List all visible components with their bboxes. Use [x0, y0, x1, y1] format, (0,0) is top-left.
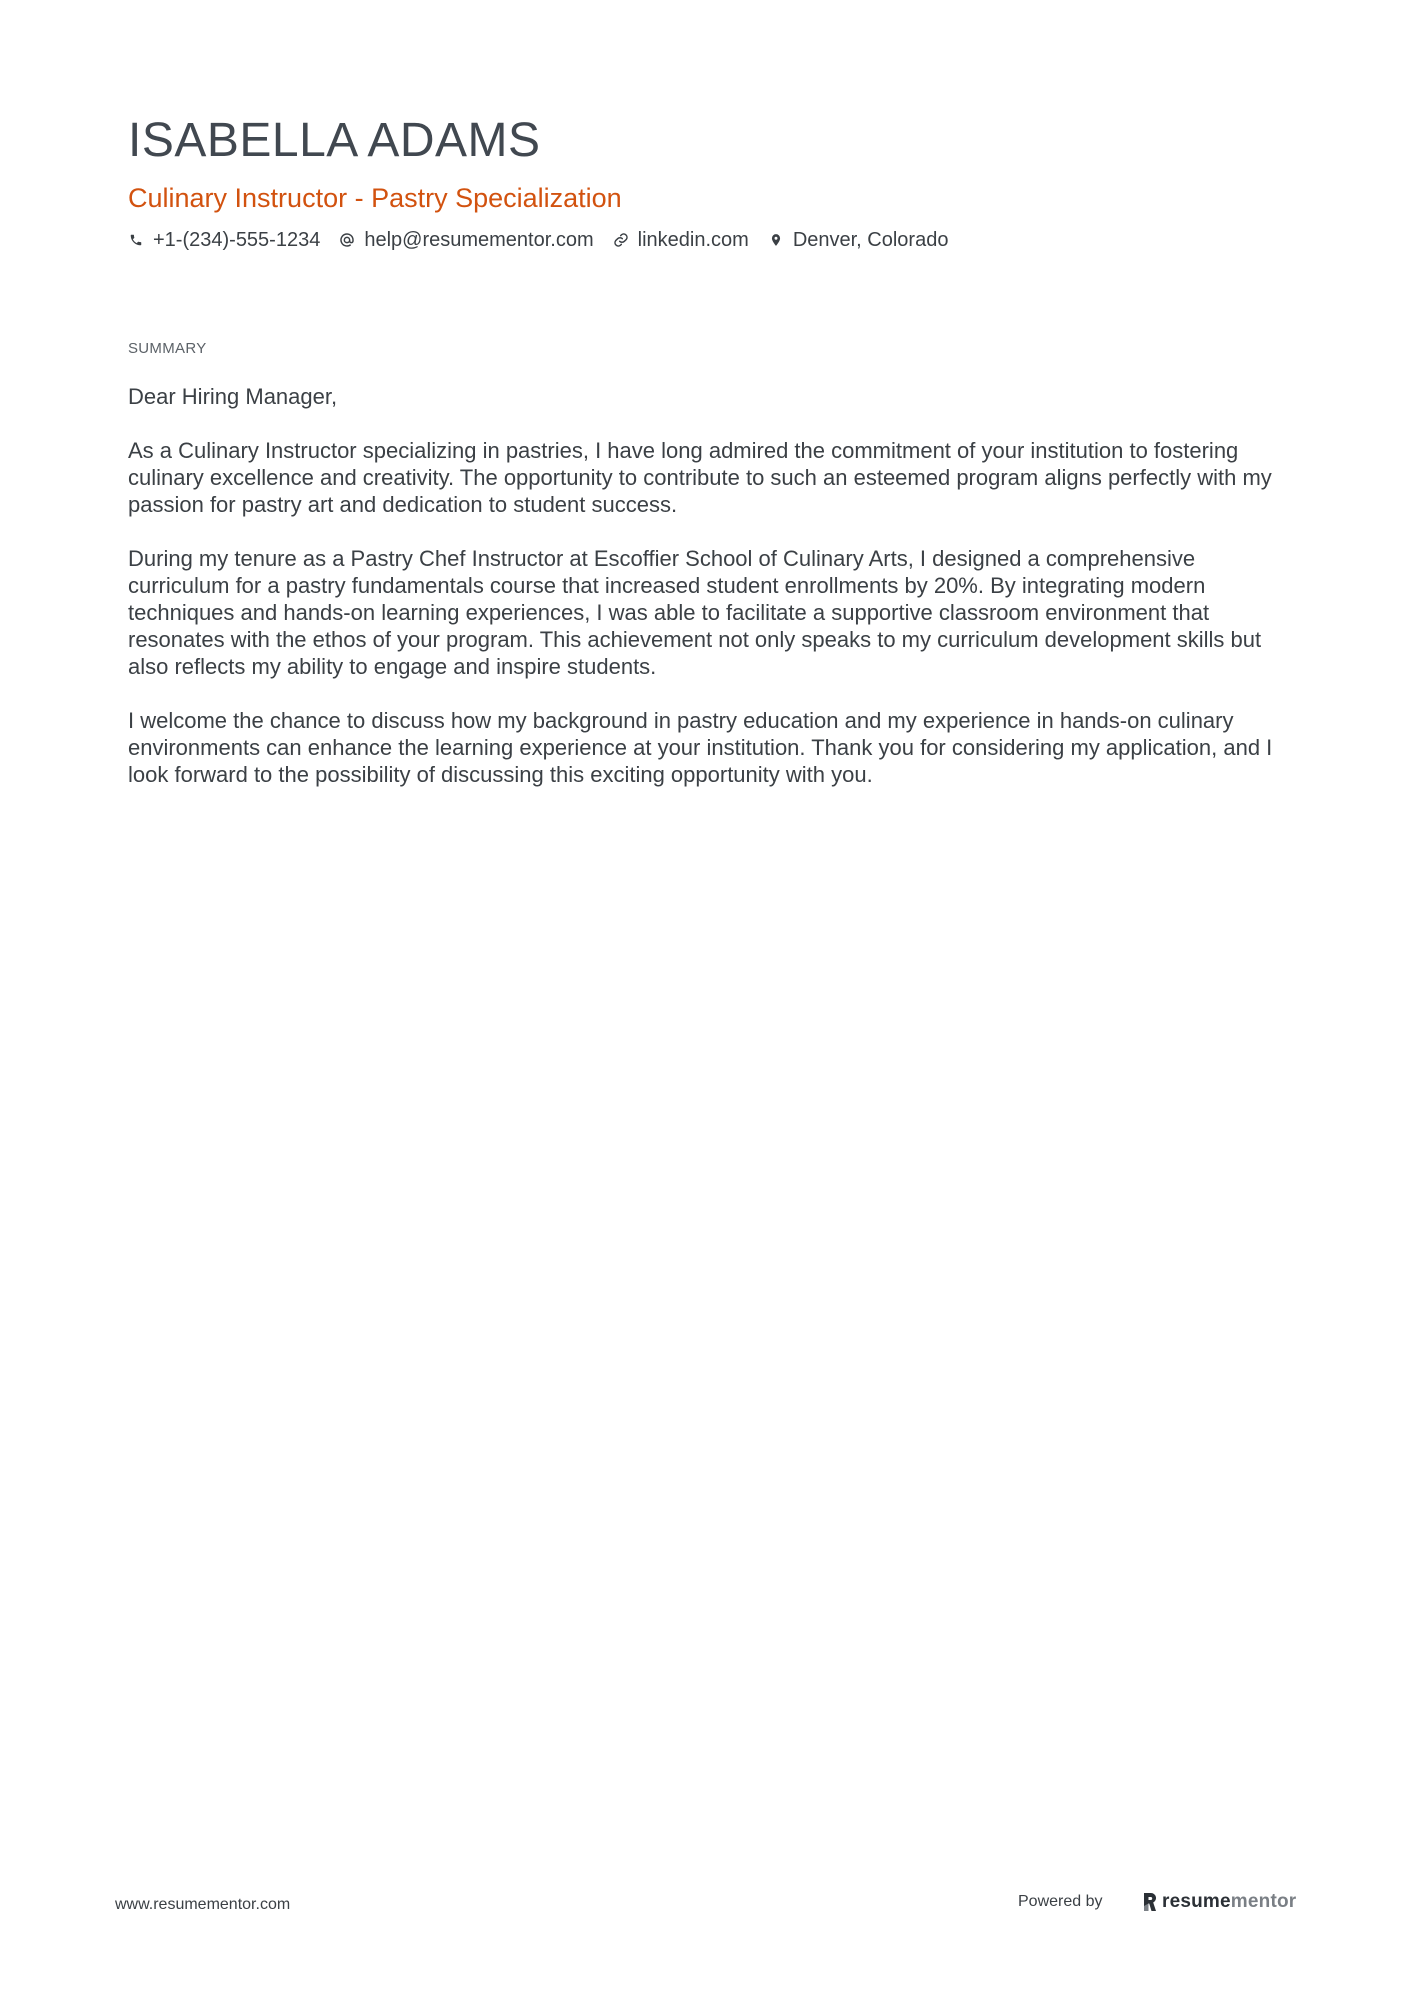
at-icon: [339, 232, 355, 248]
contact-location-text: Denver, Colorado: [792, 229, 949, 251]
paragraph: During my tenure as a Pastry Chef Instructor at Escoffier School of Culinary Arts, I designed a comprehensive curriculum for a pastry fundamentals course that increased student enrollments by 20%. By integrating modern techniques and hands-on learning experiences, I was able to facilitate a supportive classroom environment that resonates with the ethos of your program. This achievement not only speaks to my curriculum development skills but also reflects my ability to engage and inspire students.: [128, 546, 1262, 679]
section-heading-summary: SUMMARY: [128, 340, 207, 357]
link-icon: [613, 232, 629, 248]
resumementor-logo-icon: [1142, 1892, 1158, 1912]
contact-phone: [128, 226, 320, 254]
footer-website-link[interactable]: www.resumementor.com: [115, 1896, 291, 1913]
contact-linkedin[interactable]: [613, 226, 749, 254]
contact-email[interactable]: [339, 226, 593, 254]
phone-icon: [128, 232, 144, 248]
resumementor-logo-text: resumementor: [1162, 1891, 1297, 1912]
contact-email-text[interactable]: help@resumementor.com: [364, 229, 594, 251]
contact-phone-text: +1-(234)-555-1234: [153, 229, 321, 251]
salutation: Dear Hiring Manager,: [128, 384, 338, 409]
paragraph: As a Culinary Instructor specializing in pastries, I have long admired the commitment of your institution to fostering culinary excellence and creativity. The opportunity to contribute to such an esteemed program aligns perfectly with my passion for pastry art and dedication to student success.: [128, 438, 1272, 517]
paragraph: I welcome the chance to discuss how my background in pastry education and my experience in hands-on culinary environments can enhance the learning experience at your institution. Thank you for considering my application, and I look forward to the possibility of discussing this exciting opportunity with you.: [128, 708, 1273, 787]
job-title: Culinary Instructor - Pastry Specialization: [128, 183, 622, 213]
location-pin-icon: [768, 232, 784, 248]
contact-bar: [128, 226, 967, 254]
candidate-name: ISABELLA ADAMS: [128, 114, 541, 167]
contact-location: [768, 226, 949, 254]
powered-by-label: Powered by: [1018, 1893, 1103, 1910]
contact-linkedin-text[interactable]: linkedin.com: [637, 229, 749, 251]
letter-body: [128, 383, 1293, 815]
resumementor-logo[interactable]: [1142, 1890, 1296, 1914]
